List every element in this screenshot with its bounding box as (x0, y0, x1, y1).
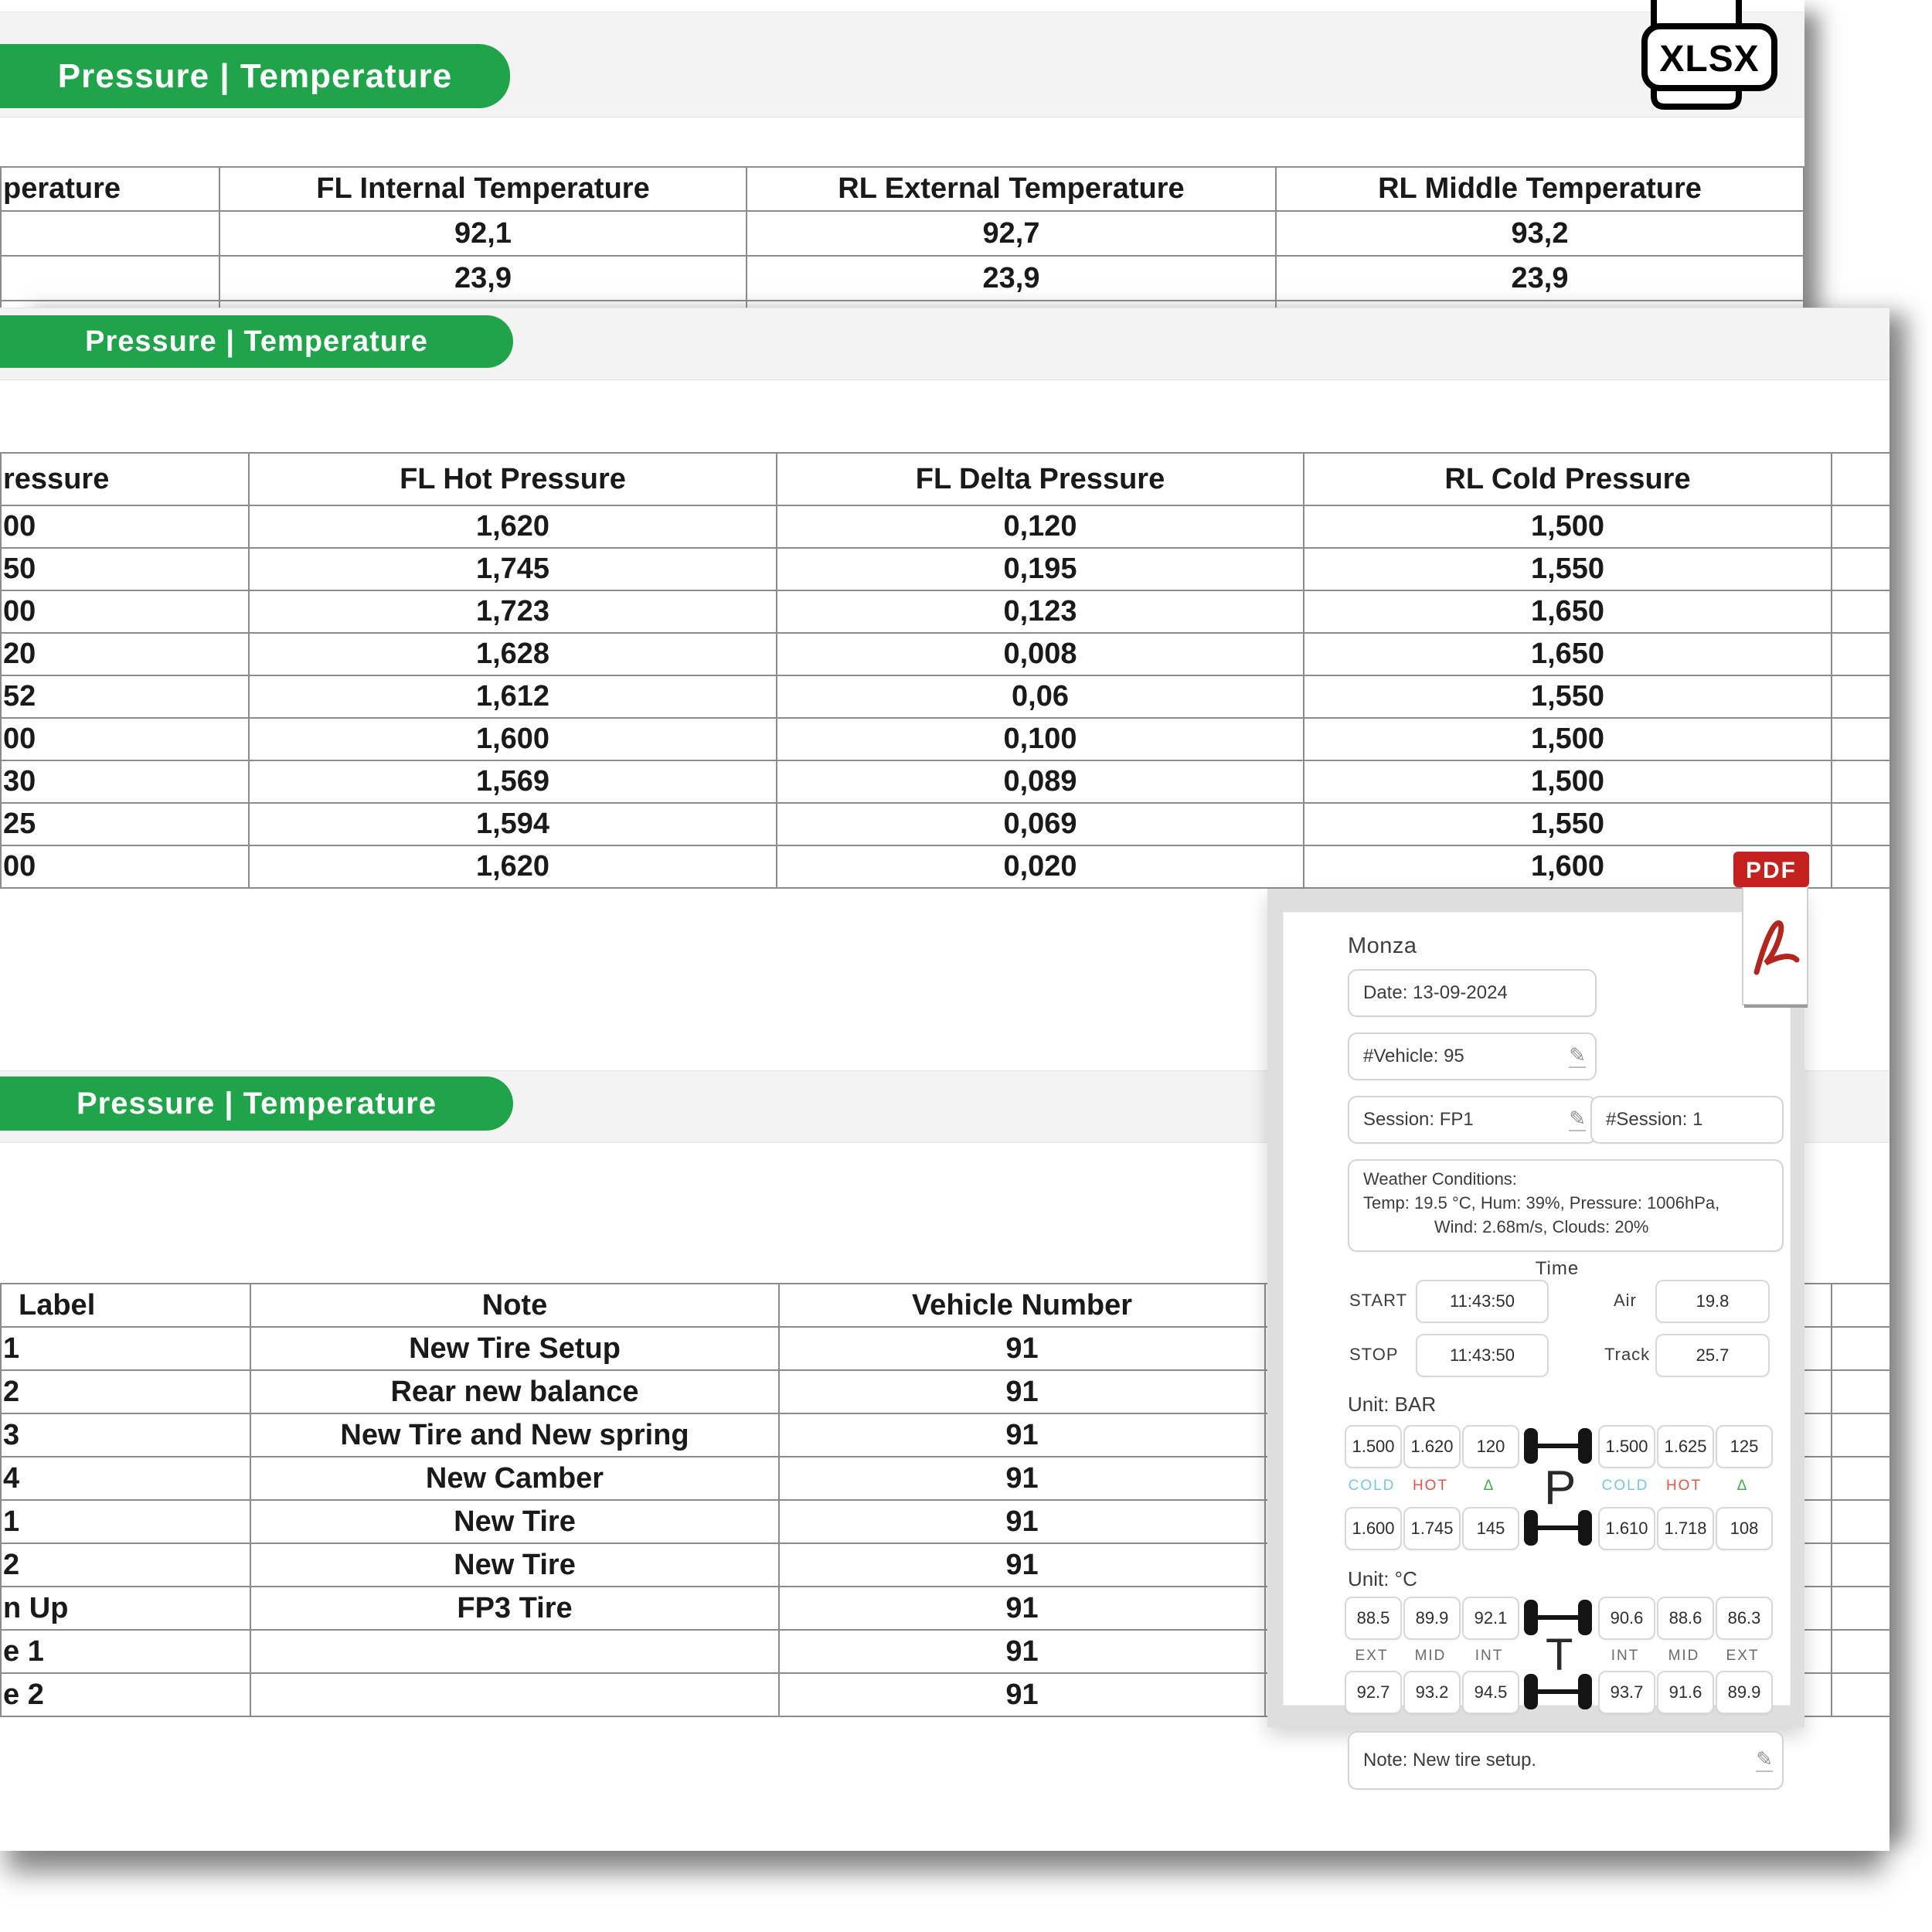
cell[interactable] (1832, 803, 1889, 845)
cell[interactable] (1832, 1457, 1889, 1500)
int-label: INT (1475, 1648, 1504, 1664)
cell[interactable]: 0,100 (777, 718, 1304, 760)
cell[interactable]: 4 (1, 1457, 250, 1500)
weather-title: Weather Conditions: (1363, 1169, 1517, 1189)
cell[interactable]: 92,7 (747, 211, 1276, 256)
pressure-rl-delta[interactable]: 145 (1462, 1507, 1519, 1550)
air-label: Air (1614, 1291, 1637, 1310)
cell[interactable]: 91 (779, 1673, 1265, 1716)
vehicle-field-value: #Vehicle: 95 (1363, 1046, 1464, 1066)
table-row (1, 256, 1804, 301)
mid-label: MID (1414, 1648, 1447, 1664)
table-row (1, 803, 1889, 845)
pressure-rr-hot[interactable]: 1.718 (1657, 1507, 1714, 1550)
pressure-section-letter: P (1544, 1461, 1577, 1515)
column-header[interactable]: FL Delta Pressure (777, 453, 1304, 505)
pressure-fr-cold[interactable]: 1.500 (1598, 1425, 1655, 1468)
edit-pencil-icon[interactable]: ✎ (1569, 1043, 1586, 1066)
cell[interactable]: 30 (1, 760, 249, 803)
rear-axle-icon (1524, 1509, 1592, 1547)
cell[interactable] (250, 1673, 779, 1716)
pdf-icon-label: PDF (1746, 858, 1797, 883)
cell[interactable]: 92,1 (219, 211, 747, 256)
cell[interactable]: 52 (1, 675, 249, 718)
cell[interactable]: 91 (779, 1370, 1265, 1413)
temp-fl-ext[interactable]: 88.5 (1345, 1597, 1402, 1640)
column-header[interactable]: RL External Temperature (747, 167, 1276, 211)
column-header[interactable] (1832, 1284, 1889, 1327)
cell[interactable]: 91 (779, 1413, 1265, 1457)
cell[interactable]: 0,008 (777, 633, 1304, 675)
temp-rl-int[interactable]: 94.5 (1462, 1671, 1519, 1714)
sheet-tab-badge: Pressure | Temperature (0, 315, 513, 368)
cell[interactable]: 1 (1, 1327, 250, 1370)
session-number-field[interactable]: #Session: 1 (1590, 1096, 1784, 1144)
time-section-title: Time (1535, 1258, 1580, 1279)
cell[interactable] (1832, 548, 1889, 590)
table-row (1, 590, 1889, 633)
cell[interactable]: 93,2 (1276, 211, 1804, 256)
cell[interactable] (1832, 1673, 1889, 1716)
pressure-fl-cold[interactable]: 1.500 (1345, 1425, 1402, 1468)
cell[interactable]: 1,550 (1304, 675, 1832, 718)
cell[interactable]: 1,600 (249, 718, 777, 760)
cold-label: COLD (1601, 1478, 1649, 1494)
cell[interactable]: 91 (779, 1630, 1265, 1673)
cell[interactable] (1832, 1543, 1889, 1587)
cell[interactable] (1832, 760, 1889, 803)
cell[interactable] (250, 1630, 779, 1673)
int-label: INT (1611, 1648, 1640, 1664)
table-row (1, 675, 1889, 718)
xlsx-file-icon[interactable] (1623, 0, 1777, 138)
temp-fr-int[interactable]: 90.6 (1598, 1597, 1655, 1640)
cell[interactable]: 1,550 (1304, 548, 1832, 590)
cell[interactable]: 00 (1, 718, 249, 760)
cell[interactable]: 1,745 (249, 548, 777, 590)
cell[interactable]: New Tire and New spring (250, 1413, 779, 1457)
pressure-fl-delta[interactable]: 120 (1462, 1425, 1519, 1468)
cell[interactable]: 1,620 (249, 845, 777, 888)
column-header[interactable]: RL Middle Temperature (1276, 167, 1804, 211)
cell[interactable] (1832, 718, 1889, 760)
cell[interactable]: 0,089 (777, 760, 1304, 803)
sheet-tab-badge: Pressure | Temperature (0, 44, 510, 108)
cell[interactable]: 23,9 (1276, 256, 1804, 301)
column-header[interactable]: Vehicle Number (779, 1284, 1265, 1327)
cell[interactable]: 00 (1, 845, 249, 888)
temp-rl-mid[interactable]: 93.2 (1403, 1671, 1461, 1714)
cell[interactable]: 0,120 (777, 505, 1304, 548)
vehicle-field[interactable] (1348, 1032, 1597, 1080)
column-header[interactable] (1832, 453, 1889, 505)
temp-fl-mid[interactable]: 89.9 (1403, 1597, 1461, 1640)
cell[interactable]: 91 (779, 1500, 1265, 1543)
cell[interactable]: 23,9 (747, 256, 1276, 301)
cell[interactable]: e 2 (1, 1673, 250, 1716)
cell[interactable]: 00 (1, 590, 249, 633)
delta-label: Δ (1483, 1478, 1495, 1494)
cell[interactable]: 1,500 (1304, 718, 1832, 760)
pressure-table (0, 452, 1889, 889)
cell[interactable]: 91 (779, 1457, 1265, 1500)
pressure-fr-hot[interactable]: 1.625 (1657, 1425, 1714, 1468)
cell[interactable]: 0,195 (777, 548, 1304, 590)
cell[interactable]: 91 (779, 1543, 1265, 1587)
stop-time-field[interactable]: 11:43:50 (1416, 1334, 1549, 1377)
temperature-section-letter: T (1546, 1630, 1573, 1680)
note-field[interactable] (1348, 1731, 1784, 1790)
cell[interactable]: 23,9 (219, 256, 747, 301)
edit-pencil-icon[interactable]: ✎ (1756, 1747, 1773, 1770)
track-temp-field[interactable]: 25.7 (1655, 1334, 1770, 1377)
temp-fr-ext[interactable]: 86.3 (1716, 1597, 1773, 1640)
pressure-rl-hot[interactable]: 1.745 (1403, 1507, 1461, 1550)
cell[interactable] (1832, 1500, 1889, 1543)
cell[interactable]: FP3 Tire (250, 1587, 779, 1630)
unit-celsius-label: Unit: °C (1348, 1567, 1417, 1590)
cell[interactable] (1832, 1413, 1889, 1457)
cell[interactable] (1832, 675, 1889, 718)
track-label: Track (1604, 1345, 1651, 1364)
cell[interactable]: 50 (1, 548, 249, 590)
mid-label: MID (1668, 1648, 1700, 1664)
stop-label: STOP (1349, 1345, 1399, 1364)
cell[interactable]: 2 (1, 1543, 250, 1587)
session-field-value: Session: FP1 (1363, 1109, 1474, 1130)
cell[interactable]: 1 (1, 1500, 250, 1543)
table-row (1, 633, 1889, 675)
cell[interactable]: 20 (1, 633, 249, 675)
cell[interactable] (1832, 1587, 1889, 1630)
cell[interactable] (1832, 505, 1889, 548)
pressure-rr-delta[interactable]: 108 (1716, 1507, 1773, 1550)
cell[interactable] (1, 211, 219, 256)
sheet-tab-badge: Pressure | Temperature (0, 1077, 513, 1131)
cell[interactable]: 0,069 (777, 803, 1304, 845)
column-header[interactable]: FL Hot Pressure (249, 453, 777, 505)
cell[interactable] (1832, 1630, 1889, 1673)
cell[interactable]: 1,569 (249, 760, 777, 803)
cell[interactable]: New Camber (250, 1457, 779, 1500)
cell[interactable]: 1,600 (1304, 845, 1832, 888)
temp-rr-mid[interactable]: 91.6 (1657, 1671, 1714, 1714)
weather-field[interactable] (1348, 1159, 1784, 1252)
cell[interactable]: 2 (1, 1370, 250, 1413)
pressure-fr-delta[interactable]: 125 (1716, 1425, 1773, 1468)
track-title: Monza (1348, 934, 1417, 958)
cell[interactable]: 0,020 (777, 845, 1304, 888)
temp-fl-int[interactable]: 92.1 (1462, 1597, 1519, 1640)
cell[interactable] (1, 256, 219, 301)
column-header[interactable]: Label (1, 1284, 250, 1327)
cell[interactable]: New Tire (250, 1500, 779, 1543)
column-header[interactable]: Note (250, 1284, 779, 1327)
weather-line1: Temp: 19.5 °C, Hum: 39%, Pressure: 1006hPa, (1363, 1193, 1720, 1213)
weather-line2: Wind: 2.68m/s, Clouds: 20% (1434, 1217, 1649, 1236)
cell[interactable]: 1,594 (249, 803, 777, 845)
cell[interactable]: 91 (779, 1327, 1265, 1370)
cell[interactable]: 1,550 (1304, 803, 1832, 845)
cell[interactable] (1832, 845, 1889, 888)
column-header[interactable]: RL Cold Pressure (1304, 453, 1832, 505)
rear-axle-icon (1524, 1672, 1592, 1711)
table-row (1, 845, 1889, 888)
pressure-fl-hot[interactable]: 1.620 (1403, 1425, 1461, 1468)
cell[interactable]: 1,628 (249, 633, 777, 675)
cell[interactable]: e 1 (1, 1630, 250, 1673)
front-axle-icon (1524, 1427, 1592, 1465)
pdf-file-icon[interactable] (1733, 847, 1815, 1013)
cell[interactable]: 3 (1, 1413, 250, 1457)
cell[interactable]: 1,620 (249, 505, 777, 548)
cell[interactable] (1832, 1327, 1889, 1370)
table-row (1, 760, 1889, 803)
session-field[interactable] (1348, 1096, 1597, 1144)
xlsx-icon-label: XLSX (1659, 39, 1760, 80)
air-temp-field[interactable]: 19.8 (1655, 1280, 1770, 1323)
unit-bar-label: Unit: BAR (1348, 1393, 1437, 1416)
pressure-rr-cold[interactable]: 1.610 (1598, 1507, 1655, 1550)
column-header[interactable]: perature (1, 167, 219, 211)
cell[interactable]: New Tire (250, 1543, 779, 1587)
pressure-rl-cold[interactable]: 1.600 (1345, 1507, 1402, 1550)
cell[interactable] (1832, 633, 1889, 675)
date-field[interactable]: Date: 13-09-2024 (1348, 969, 1597, 1017)
ext-label: EXT (1355, 1648, 1389, 1664)
start-label: START (1349, 1291, 1408, 1310)
note-field-value: Note: New tire setup. (1363, 1750, 1537, 1770)
temp-rl-ext[interactable]: 92.7 (1345, 1671, 1402, 1714)
column-header[interactable]: FL Internal Temperature (219, 167, 747, 211)
column-header[interactable]: ressure (1, 453, 249, 505)
cell[interactable]: 1,650 (1304, 590, 1832, 633)
cell[interactable]: 91 (779, 1587, 1265, 1630)
edit-pencil-icon[interactable]: ✎ (1569, 1107, 1586, 1130)
table-row (1, 718, 1889, 760)
ext-label: EXT (1726, 1648, 1760, 1664)
table-row (1, 548, 1889, 590)
temp-rr-int[interactable]: 93.7 (1598, 1671, 1655, 1714)
cell[interactable]: 1,723 (249, 590, 777, 633)
pdf-report-panel (1267, 889, 1804, 1770)
cold-label: COLD (1348, 1478, 1396, 1494)
cell[interactable]: New Tire Setup (250, 1327, 779, 1370)
table-row (1, 211, 1804, 256)
start-time-field[interactable]: 11:43:50 (1416, 1280, 1549, 1323)
cell[interactable]: 1,500 (1304, 760, 1832, 803)
cell[interactable]: 1,650 (1304, 633, 1832, 675)
cell[interactable]: 1,500 (1304, 505, 1832, 548)
delta-label: Δ (1736, 1478, 1749, 1494)
temp-fr-mid[interactable]: 88.6 (1657, 1597, 1714, 1640)
hot-label: HOT (1665, 1478, 1702, 1494)
cell[interactable]: 00 (1, 505, 249, 548)
cell[interactable]: 1,612 (249, 675, 777, 718)
cell[interactable]: 0,123 (777, 590, 1304, 633)
hot-label: HOT (1412, 1478, 1449, 1494)
temp-rr-ext[interactable]: 89.9 (1716, 1671, 1773, 1714)
table-row (1, 505, 1889, 548)
cell[interactable]: 0,06 (777, 675, 1304, 718)
cell[interactable]: n Up (1, 1587, 250, 1630)
cell[interactable]: 25 (1, 803, 249, 845)
cell[interactable] (1832, 1370, 1889, 1413)
cell[interactable]: Rear new balance (250, 1370, 779, 1413)
cell[interactable] (1832, 590, 1889, 633)
